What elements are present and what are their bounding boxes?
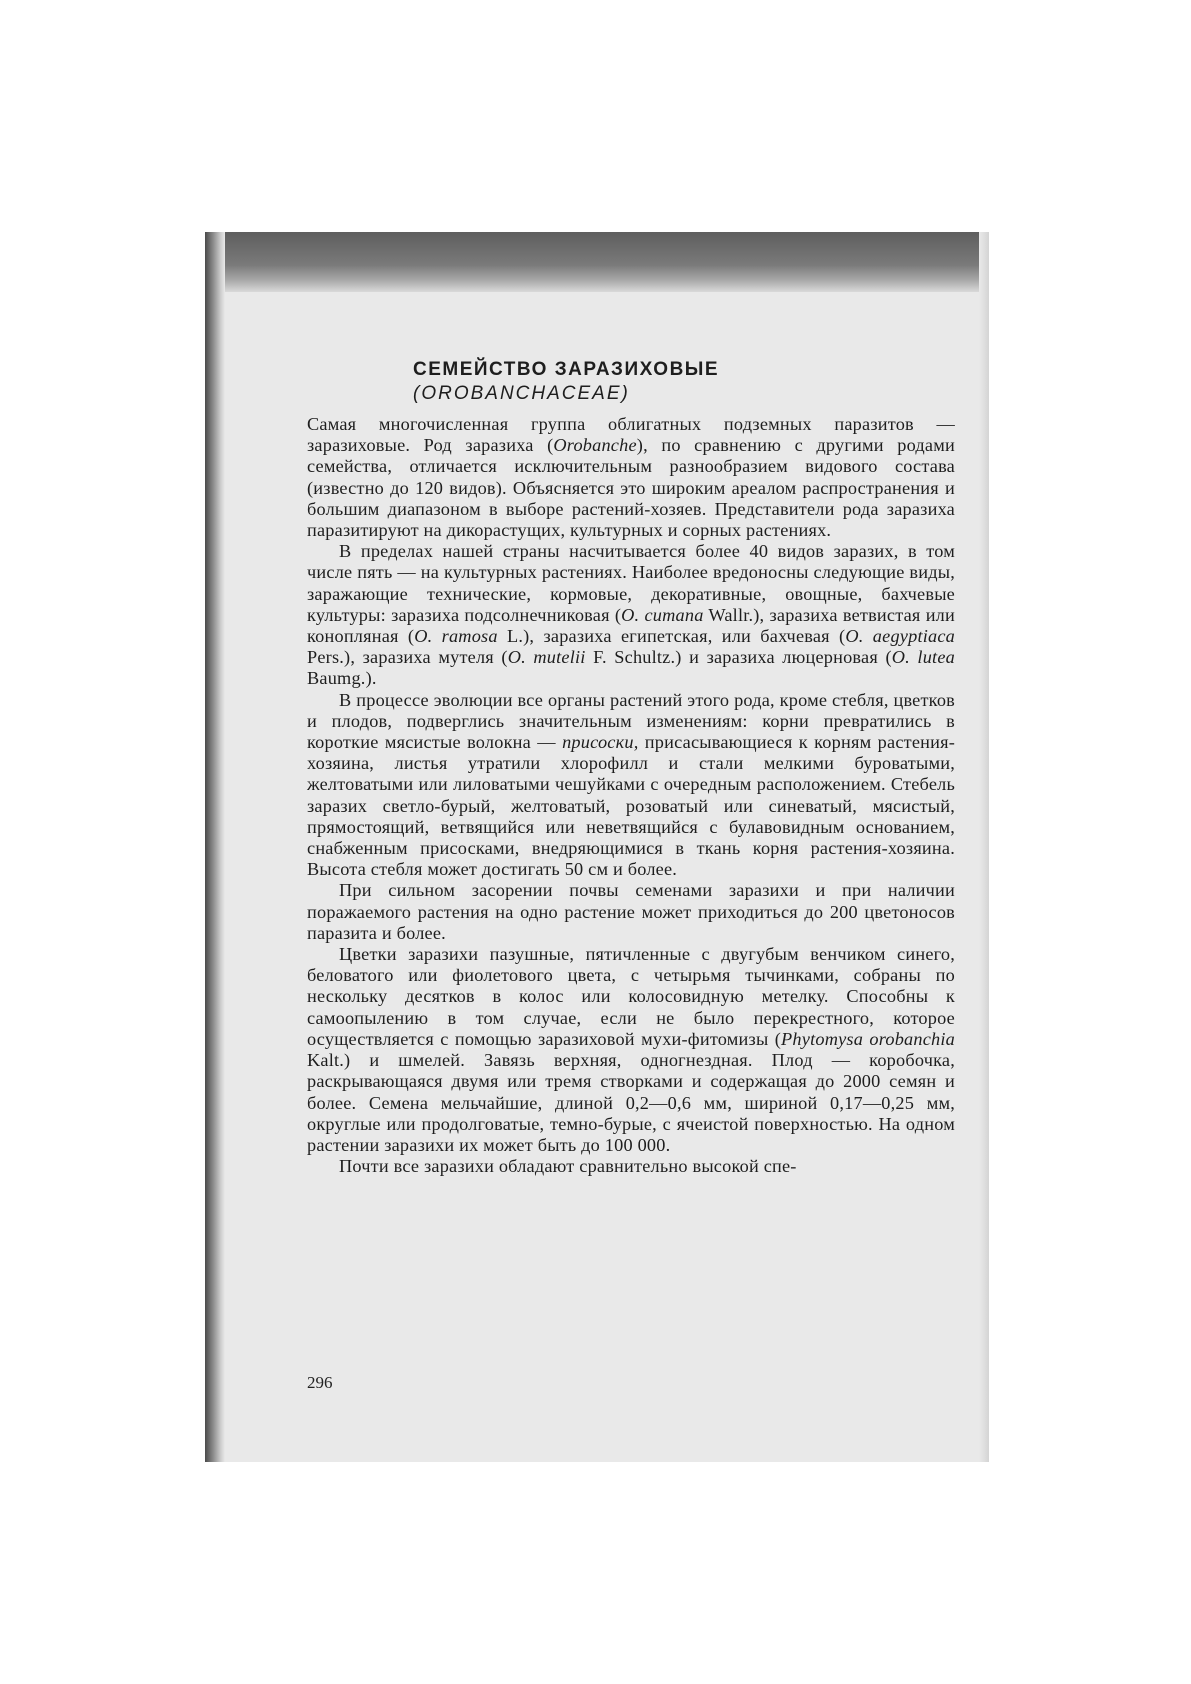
text-segment: Kalt.) и шмелей. Завязь верхняя, одногнездная. Плод — коробочка, раскрывающаяся двумя или тремя створками и содержащая до 2000 семян и более. Семена мельчайшие, длиной 0,2—0,6 мм, шириной 0,17—0,25 мм, округлые или продолговатые, темно-бурые, с ячеистой поверхностью. На одном растении заразихи их может быть до 100 000. [307,1050,955,1155]
text-segment: В пределах нашей страны насчитывается более 40 видов заразих, в том числе пять — на культурных растениях. Наиболее вредоносны следующие виды, заражающие технические, кормовые, декоративные, овощные, бахчевые культуры: заразиха подсолнечниковая ( [307,541,955,625]
scan-top-shadow [205,232,989,292]
paragraph [307,1156,955,1177]
text-segment: Wallr.), заразиха ветвистая или конопляная ( [307,604,955,647]
text-segment: Почти все заразихи обладают сравнительно высокой спе- [339,1156,797,1177]
text-segment: ), по сравнению с другими родами семейства, отличается исключительным разнообразием видового состава (известно до 120 видов). Объясняется это широким ареалом распространения и большим диапазоном в выборе растений-хозяев. Представители рода заразиха паразитируют на дикорастущих, культурных и сорных растениях. [307,435,955,541]
text-segment: При сильном засорении почвы семенами заразихи и при наличии поражаемого растения на одно растение может приходиться до 200 цветоносов паразита и более. [307,880,955,943]
latin-term: Orobanche [553,435,637,456]
page-number: 296 [307,1373,333,1392]
text-segment: В процессе эволюции все органы растений этого рода, кроме стебля, цветков и плодов, подверглись значительным изменениям: корни превратились в короткие мясистые волокна — [307,689,955,753]
latin-term: O. ramosa [414,626,498,647]
latin-term: O. aegyptiaca [845,626,955,647]
paragraph [307,414,955,541]
section-heading [413,358,955,406]
text-segment: Baumg.). [307,668,377,689]
latin-term: присоски, [562,732,639,753]
text-segment: Цветки заразихи пазушные, пятичленные с двугубым венчиком синего, беловатого или фиолетового цвета, с четырьмя тычинками, собраны по нескольку десятков в колос или колосовидную метелку. Способны к самоопылению в том случае, если не было перекрестного, которое осуществляется с помощью заразиховой мухи-фитомизы ( [307,944,955,1049]
text-segment: L.), заразиха египетская, или бахчевая ( [497,626,846,647]
book-spine-shadow [205,232,225,1462]
paragraph [307,541,955,689]
section-latin-name: (OROBANCHACEAE) [413,383,630,404]
paragraph [307,880,955,944]
paragraph [307,944,955,1156]
page-text [307,358,955,1177]
section-title: СЕМЕЙСТВО ЗАРАЗИХОВЫЕ [413,359,720,380]
paragraph [307,690,955,881]
latin-term: O. mutelii [507,647,586,668]
latin-term: O. lutea [891,647,955,668]
text-segment: F. Schultz.) и заразиха люцерновая ( [585,647,892,668]
text-segment: присасывающиеся к корням растения-хозяина, листья утратили хлорофилл и стали мелкими буроватыми, желтоватыми или лиловатыми чешуйками с очередным расположением. Стебель заразих светло-бурый, желтоватый, розоватый или синеватый, мясистый, прямостоящий, ветвящийся или неветвящийся с булавовидным основанием, снабженным присосками, внедряющимися в ткань корня растения-хозяина. Высота стебля может достигать 50 см и более. [307,732,955,880]
scan-right-edge [979,232,989,1462]
latin-term: O. cumana [621,604,704,625]
text-segment: Самая многочисленная группа облигатных подземных паразитов — заразиховые. Род заразиха ( [307,414,955,456]
text-segment: Pers.), заразиха мутеля ( [307,647,508,668]
latin-term: Phytomysa orobanchia [781,1028,955,1049]
